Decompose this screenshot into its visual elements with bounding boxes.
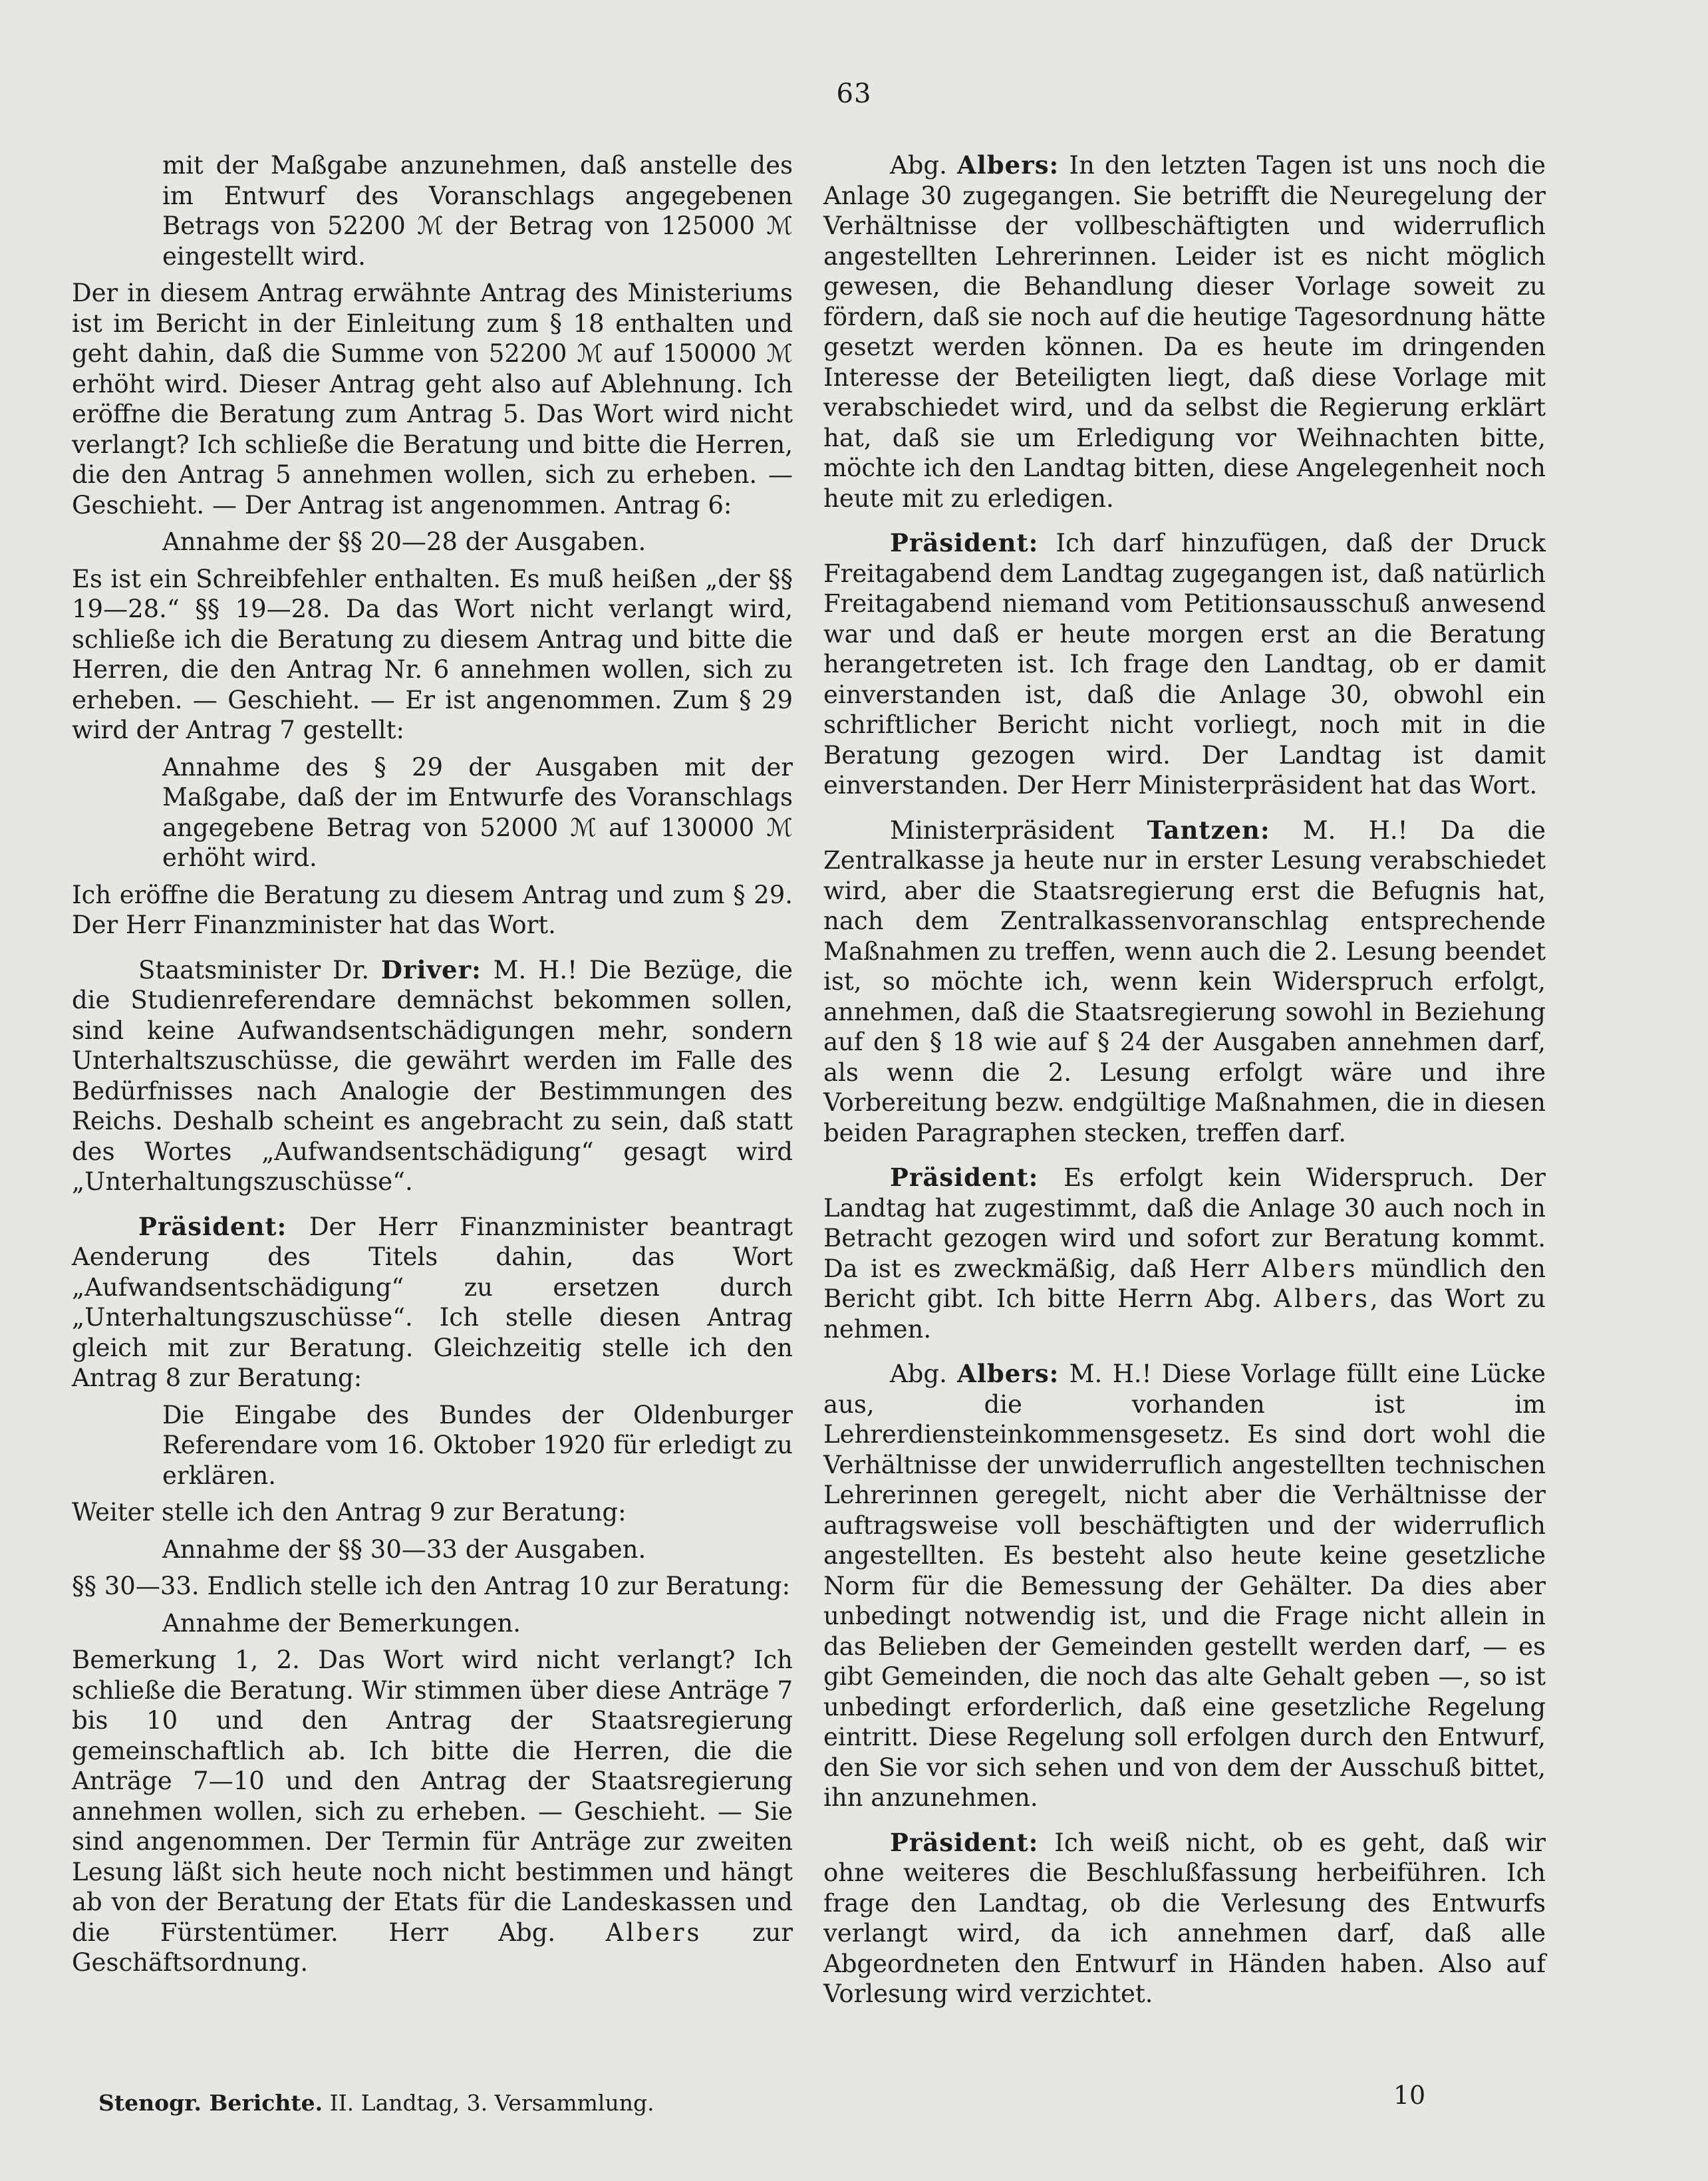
speech-president: Präsident: Es erfolgt kein Widerspruch. Der Landtag hat zugestimmt, daß die Anlage 30 auch noch in Betracht gezogen wird und sofort zur Beratung kommt. Da ist es zweckmäßig, daß Herr Albers mündlich den Bericht gibt. Ich bitte Herrn Abg. Albers, das Wort zu nehmen. bbox=[823, 1163, 1546, 1344]
person-name: Albers bbox=[1274, 1284, 1370, 1313]
paragraph: §§ 30—33. Endlich stelle ich den Antrag 10 zur Beratung: bbox=[72, 1572, 791, 1600]
right-column bbox=[823, 150, 1546, 2009]
paragraph: Ich eröffne die Beratung zu diesem Antrag und zum § 29. Der Herr Finanzminister hat das Wort. bbox=[72, 880, 793, 939]
page-number: 63 bbox=[836, 78, 872, 109]
speech-president: Präsident: Ich darf hinzufügen, daß der Druck Freitagabend dem Landtag zugegangen ist, daß natürlich Freitagabend niemand vom Petitionsausschuß anwesend war und daß er heute morgen erst an die Beratung herangetreten ist. Ich frage den Landtag, ob er damit einverstanden ist, daß die Anlage 30, obwohl ein schriftlicher Bericht nicht vorliegt, noch mit in die Beratung gezogen wird. Der Landtag ist damit einverstanden. Der Herr Ministerpräsident hat das Wort. bbox=[823, 528, 1546, 800]
speaker-name: Albers: bbox=[957, 1359, 1060, 1388]
speaker-name: Präsident: bbox=[890, 1163, 1039, 1192]
speaker-name: Präsident: bbox=[890, 1827, 1039, 1857]
speaker-name: Tantzen: bbox=[1147, 815, 1270, 845]
motion-7-text: Annahme des § 29 der Ausgaben mit der Maßgabe, daß der im Entwurfe des Voranschlags angegebene Betrag von 52000 ℳ auf 130000 ℳ erhöht wird. bbox=[162, 752, 793, 872]
paragraph: Weiter stelle ich den Antrag 9 zur Beratung: bbox=[72, 1498, 627, 1527]
speaker-name: Driver: bbox=[380, 954, 482, 984]
person-name: Albers bbox=[1261, 1254, 1358, 1283]
motion-10-text: Annahme der Bemerkungen. bbox=[162, 1608, 521, 1638]
paragraph: Bemerkung 1, 2. Das Wort wird nicht verlangt? Ich schließe die Beratung. Wir stimmen über diese Anträge 7 bis 10 und den Antrag der Staatsregierung gemeinschaftlich ab. Ich bitte die Herren, die die Anträge 7—10 und den Antrag der Staatsregierung annehmen wollen, sich zu erheben. — Geschieht. — Sie sind angenommen. Der Termin für Anträge zur zweiten Lesung läßt sich heute noch nicht bestimmen und hängt ab von der Beratung der Etats für die Landeskassen und die Fürstentümer. Herr Abg. Albers zur Geschäftsordnung. bbox=[72, 1646, 793, 1977]
speaker-name: Präsident: bbox=[890, 528, 1039, 557]
speech-president: Präsident: Der Herr Finanzminister beantragt Aenderung des Titels dahin, das Wort „Aufwandsentschädigung“ zu ersetzen durch „Unterhaltungszuschüsse“. Ich stelle diesen Antrag gleich mit zur Beratung. Gleichzeitig stelle ich den Antrag 8 zur Beratung: bbox=[72, 1211, 793, 1392]
motion-8-text: Die Eingabe des Bundes der Oldenburger Referendare vom 16. Oktober 1920 für erledigt zu erklären. bbox=[162, 1400, 793, 1490]
sheet-number: 10 bbox=[1393, 2081, 1426, 2110]
speech-albers: Abg. Albers: In den letzten Tagen ist uns noch die Anlage 30 zugegangen. Sie betrifft die Neuregelung der Verhältnisse der vollbeschäftigten und widerruflich angestellten Lehrerinnen. Leider ist es nicht möglich gewesen, die Behandlung dieser Vorlage soweit zu fördern, daß sie noch auf die heutige Tagesordnung hätte gesetzt werden können. Da es heute im dringenden Interesse der Beteiligten liegt, daß diese Vorlage mit verabschiedet wird, und da selbst die Regierung erklärt hat, daß sie um Erledigung vor Weihnachten bitte, möchte ich den Landtag bitten, diese Angelegenheit noch heute mit zu erledigen. bbox=[823, 150, 1546, 513]
person-name: Albers bbox=[605, 1918, 702, 1947]
speech-albers: Abg. Albers: M. H.! Diese Vorlage füllt eine Lücke aus, die vorhanden ist im Lehrerdiensteinkommensgesetz. Es sind dort wohl die Verhältnisse der unwiderruflich angestellten technischen Lehrerinnen geregelt, nicht aber die Verhältnisse der auftragsweise voll beschäftigten und der widerruflich angestellten. Es besteht also heute keine gesetzliche Norm für die Bemessung der Gehälter. Da dies aber unbedingt notwendig ist, und die Frage nicht allein in das Belieben der Gemeinden gestellt werden darf, — es gibt Gemeinden, die noch das alte Gehalt geben —, so ist unbedingt erforderlich, daß eine gesetzliche Regelung eintritt. Diese Regelung soll erfolgen durch den Entwurf, den Sie vor sich sehen und von dem der Ausschuß bittet, ihn anzunehmen. bbox=[823, 1359, 1546, 1812]
speaker-name: Präsident: bbox=[138, 1211, 287, 1241]
speech-president: Präsident: Ich weiß nicht, ob es geht, daß wir ohne weiteres die Beschlußfassung herbeiführen. Ich frage den Landtag, ob die Verlesung des Entwurfs verlangt wird, da ich annehmen darf, daß alle Abgeordneten den Entwurf in Händen haben. Also auf Vorlesung wird verzichtet. bbox=[823, 1827, 1546, 2008]
motion-5-text: mit der Maßgabe anzunehmen, daß anstelle des im Entwurf des Voranschlags angegebenen Betrags von 52200 ℳ der Betrag von 125000 ℳ eingestellt wird. bbox=[162, 151, 793, 271]
footer-source: Stenogr. Berichte. II. Landtag, 3. Versammlung. bbox=[98, 2090, 654, 2116]
motion-6-text: Annahme der §§ 20—28 der Ausgaben. bbox=[162, 527, 646, 556]
left-column bbox=[72, 150, 793, 1978]
paragraph: Der in diesem Antrag erwähnte Antrag des Ministeriums ist im Bericht in der Einleitung zum § 18 enthalten und geht dahin, daß die Summe von 52200 ℳ auf 150000 ℳ erhöht wird. Dieser Antrag geht also auf Ablehnung. Ich eröffne die Beratung zum Antrag 5. Das Wort wird nicht verlangt? Ich schließe die Beratung und bitte die Herren, die den Antrag 5 annehmen wollen, sich zu erheben. — Geschieht. — Der Antrag ist angenommen. Antrag 6: bbox=[72, 279, 793, 519]
motion-9-text: Annahme der §§ 30—33 der Ausgaben. bbox=[162, 1534, 646, 1564]
paragraph: Es ist ein Schreibfehler enthalten. Es muß heißen „der §§ 19—28.“ §§ 19—28. Da das Wort nicht verlangt wird, schließe ich die Beratung zu diesem Antrag und bitte die Herren, die den Antrag Nr. 6 annehmen wollen, sich zu erheben. — Geschieht. — Er ist angenommen. Zum § 29 wird der Antrag 7 gestellt: bbox=[72, 564, 793, 744]
speaker-name: Albers: bbox=[957, 150, 1060, 180]
speech-tantzen: Ministerpräsident Tantzen: M. H.! Da die Zentralkasse ja heute nur in erster Lesung verabschiedet wird, aber die Staatsregierung erst die Befugnis hat, nach dem Zentralkassenvoranschlag entsprechende Maßnahmen zu treffen, wenn auch die 2. Lesung beendet ist, so möchte ich, wenn kein Widerspruch erfolgt, annehmen, daß die Staatsregierung sowohl in Beziehung auf den § 18 wie auf § 24 der Ausgaben annehmen darf, als wenn die 2. Lesung erfolgt wäre und ihre Vorbereitung bezw. endgültige Maßnahmen, die in diesen beiden Paragraphen stecken, treffen darf. bbox=[823, 815, 1546, 1147]
speech-driver: Staatsminister Dr. Driver: M. H.! Die Bezüge, die die Studienreferendare demnächst bekommen sollen, sind keine Aufwandsentschädigungen mehr, sondern Unterhaltszuschüsse, die gewährt werden im Falle des Bedürfnisses nach Analogie der Bestimmungen des Reichs. Deshalb scheint es angebracht zu sein, daß statt des Wortes „Aufwandsentschädigung“ gesagt wird „Unterhaltungszuschüsse“. bbox=[72, 954, 793, 1196]
